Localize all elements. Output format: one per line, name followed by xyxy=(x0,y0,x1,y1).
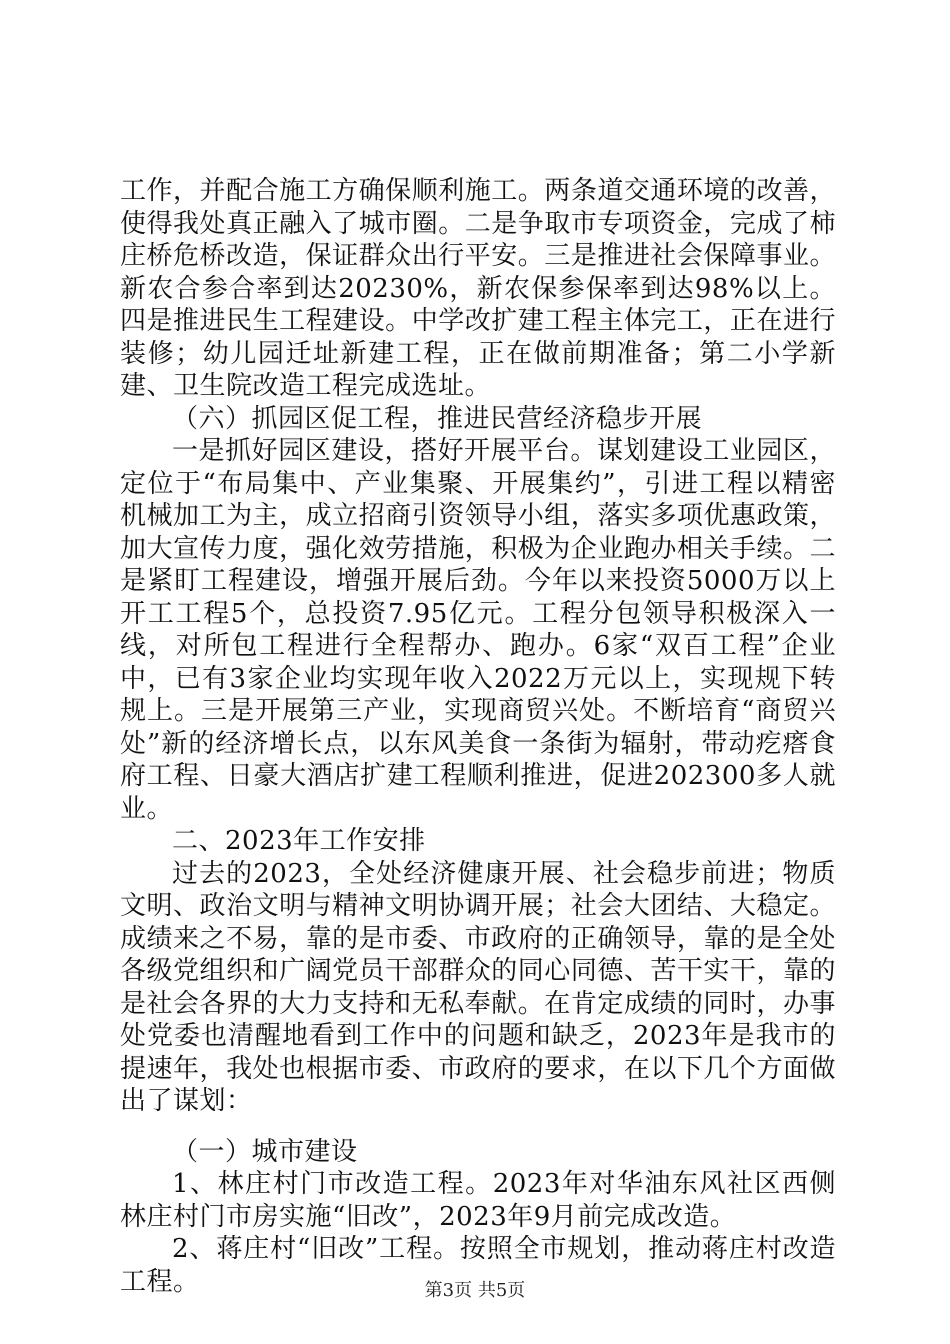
document-body xyxy=(120,175,836,1298)
section-heading-city-construction: （一）城市建设 xyxy=(172,1136,358,1167)
paragraph-past-year: 过去的2023，全处经济健康开展、社会稳步前进；物质文明、政治文明与精神文明协调开展；社会大团结、大稳定。成绩来之不易，靠的是市委、市政府的正确领导，靠的是全处各级党组织和广阔党员干部群众的同心同德、苦干实干，靠的是社会各界的大力支持和无私奉献。在肯定成绩的同时，办事处党委也清醒地看到工作中的问题和缺乏，2023年是我市的提速年，我处也根据市委、市政府的要求，在以下几个方面做出了谋划： xyxy=(120,858,836,1116)
section-heading-work-plan: 二、2023年工作安排 xyxy=(172,826,426,856)
page-footer: 第3页 共5页 xyxy=(424,1280,526,1301)
paragraph-continuation: 工作，并配合施工方确保顺利施工。两条道交通环境的改善，使得我处真正融入了城市圈。二是争取市专项资金，完成了柿庄桥危桥改造，保证群众出行平安。三是推进社会保障事业。新农合参合率到达20230%，新农保参保率到达98%以上。四是推进民生工程建设。中学改扩建工程主体完工，正在进行装修；幼儿园迁址新建工程，正在做前期准备；第二小学新建、卫生院改造工程完成选址。 xyxy=(120,176,836,401)
section-heading-six: （六）抓园区促工程，推进民营经济稳步开展 xyxy=(172,403,703,434)
paragraph-park-construction: 一是抓好园区建设，搭好开展平台。谋划建设工业园区，定位于“布局集中、产业集聚、开展集约”，引进工程以精密机械加工为主，成立招商引资领导小组，落实多项优惠政策，加大宣传力度，强化效劳措施，积极为企业跑办相关手续。二是紧盯工程建设，增强开展后劲。今年以来投资5000万以上开工工程5个，总投资7.95亿元。工程分包领导积极深入一线，对所包工程进行全程帮办、跑办。6家“双百工程”企业中，已有3家企业均实现年收入2022万元以上，实现规下转规上。三是开展第三产业，实现商贸兴处。不断培育“商贸兴处”新的经济增长点，以东风美食一条街为辐射，带动疙瘩食府工程、日豪大酒店扩建工程顺利推进，促进202300多人就业。 xyxy=(120,436,836,824)
paragraph-item-1: 1、林庄村门市改造工程。2023年对华油东风社区西侧林庄村门市房实施“旧改”，2023年9月前完成改造。 xyxy=(120,1169,836,1232)
paragraph-item-2: 2、蒋庄村“旧改”工程。按照全市规划，推动蒋庄村改造工程。 xyxy=(120,1234,836,1297)
